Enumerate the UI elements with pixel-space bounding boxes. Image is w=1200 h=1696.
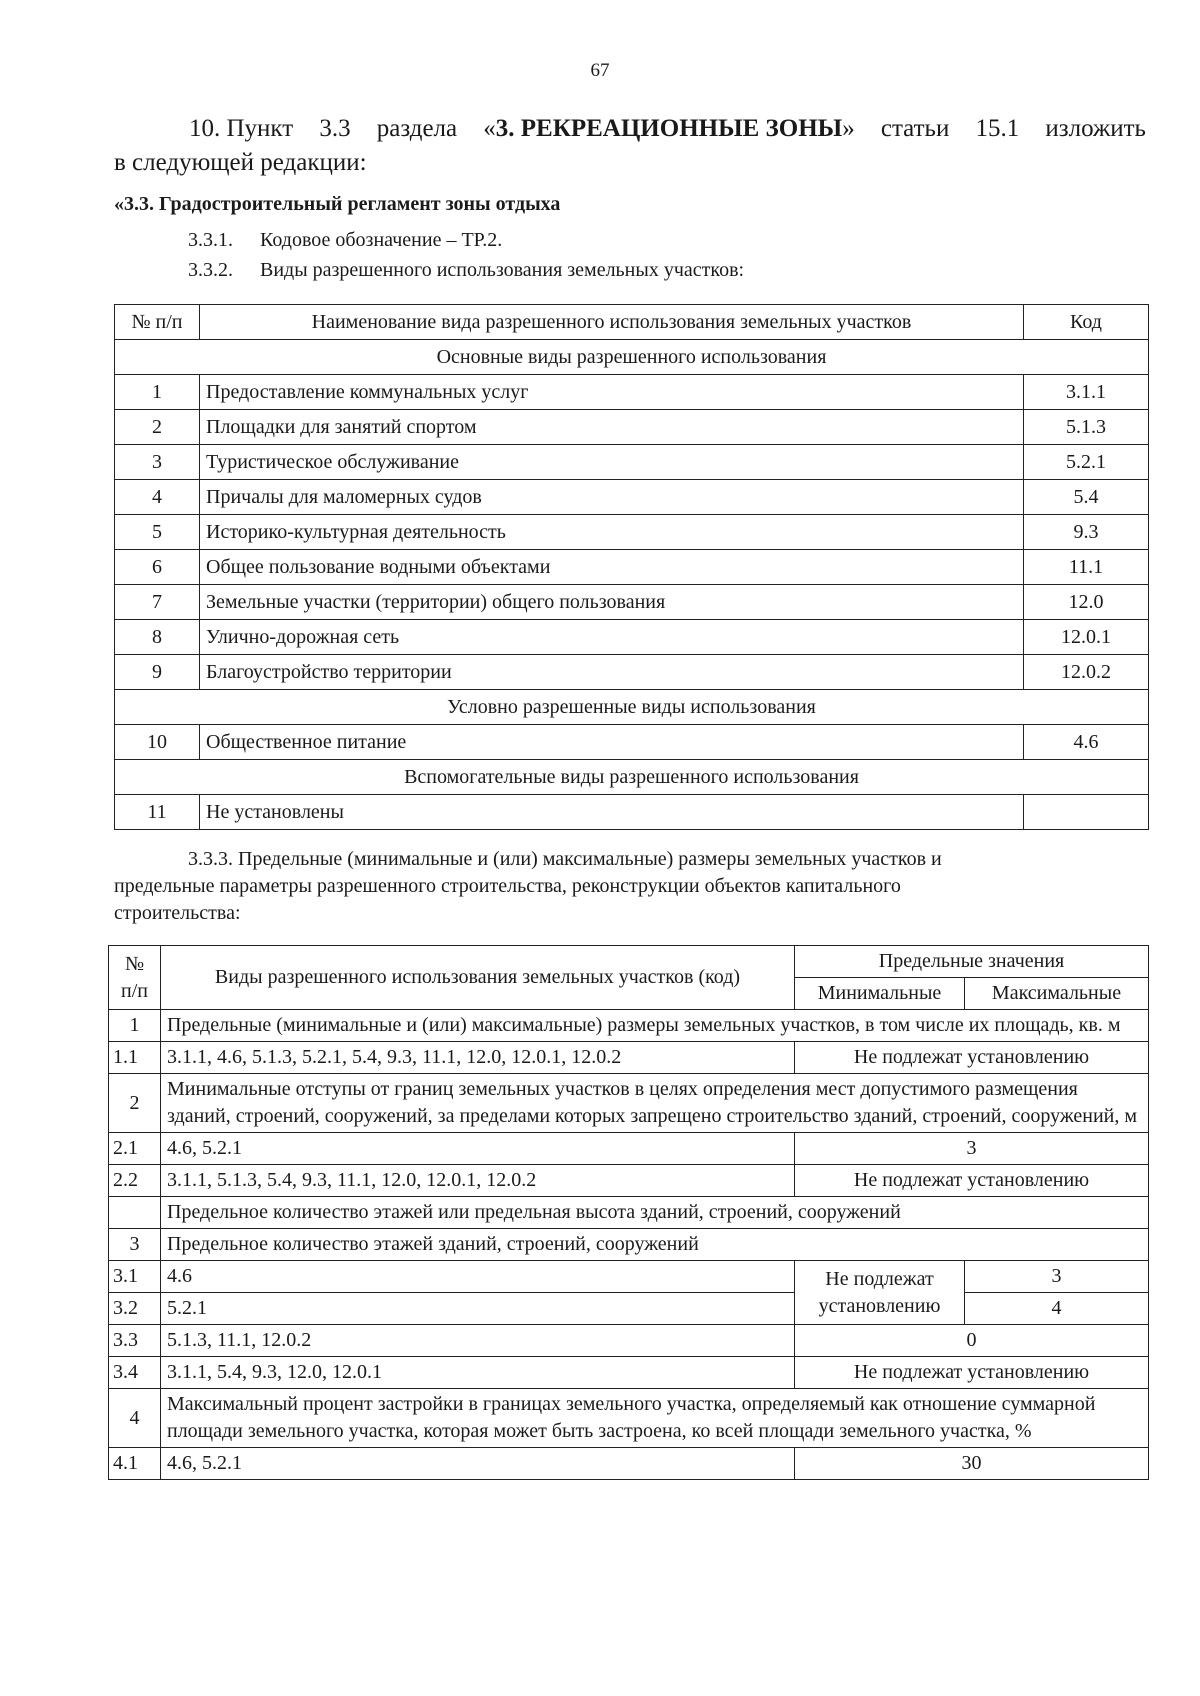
table-row xyxy=(115,620,1149,655)
row-value: Не подлежат установлению xyxy=(795,1357,1149,1389)
table-row xyxy=(109,1042,1149,1074)
table-row xyxy=(109,1165,1149,1197)
table-row xyxy=(115,725,1149,760)
table-row xyxy=(115,795,1149,830)
row-codes: 5.1.3, 11.1, 12.0.2 xyxy=(161,1325,795,1357)
row-num: 5 xyxy=(115,515,200,550)
table-row xyxy=(115,445,1149,480)
row-num: 2 xyxy=(109,1074,161,1133)
table-row xyxy=(109,1261,1149,1293)
section-reference: «3. РЕКРЕАЦИОННЫЕ ЗОНЫ» xyxy=(483,115,855,142)
row-value: Не подлежат установлению xyxy=(795,1165,1149,1197)
row-num-empty xyxy=(109,1197,161,1229)
row-code: 5.4 xyxy=(1024,480,1149,515)
row-name: Улично-дорожная сеть xyxy=(200,620,1024,655)
row-min-value: Не подлежат установлению xyxy=(795,1261,965,1325)
section-row xyxy=(115,690,1149,725)
row-num: 7 xyxy=(115,585,200,620)
table-header-row xyxy=(109,946,1149,978)
header-name: Наименование вида разрешенного использования земельных участков xyxy=(200,305,1024,340)
word: 3.3 xyxy=(319,115,351,142)
row-name: Туристическое обслуживание xyxy=(200,445,1024,480)
row-max-value: 3 xyxy=(965,1261,1149,1293)
paragraph-line: предельные параметры разрешенного строительства, реконструкции объектов капитального xyxy=(114,875,901,897)
row-code: 11.1 xyxy=(1024,550,1149,585)
table-row xyxy=(109,1010,1149,1042)
table-row xyxy=(109,1293,1149,1325)
row-value: 3 xyxy=(795,1133,1149,1165)
word: 15.1 xyxy=(975,115,1020,142)
row-num: 3.1 xyxy=(109,1261,161,1293)
row-num: 1.1 xyxy=(109,1042,161,1074)
word: статьи xyxy=(880,115,950,142)
header-limits: Предельные значения xyxy=(795,946,1149,978)
subitem-text: Кодовое обозначение – ТР.2. xyxy=(260,229,503,251)
row-num: 3.3 xyxy=(109,1325,161,1357)
section-row xyxy=(115,760,1149,795)
row-text: Максимальный процент застройки в границах земельного участка, определяемый как отношение суммарной площади земельного участка, которая может быть застроена, ко всей площади земельного участка, % xyxy=(161,1389,1149,1448)
header-max: Максимальные xyxy=(965,978,1149,1010)
table-header-row xyxy=(115,305,1149,340)
amendment-paragraph-10 xyxy=(114,112,1146,180)
subitem-number: 3.3.2. xyxy=(188,259,233,281)
row-codes: 4.6 xyxy=(161,1261,795,1293)
table-row xyxy=(109,1389,1149,1448)
row-text: Предельные (минимальные и (или) максимальные) размеры земельных участков, в том числе их площадь, кв. м xyxy=(161,1010,1149,1042)
subitem-3-3-2 xyxy=(188,259,744,282)
paragraph-10-line-1 xyxy=(114,112,1146,146)
row-code: 12.0.2 xyxy=(1024,655,1149,690)
subitem-3-3-3 xyxy=(114,846,1148,927)
row-num: 4.1 xyxy=(109,1448,161,1480)
row-max-value: 4 xyxy=(965,1293,1149,1325)
subitem-text: Виды разрешенного использования земельных участков: xyxy=(260,259,745,281)
row-code xyxy=(1024,795,1149,830)
row-codes: 3.1.1, 5.4, 9.3, 12.0, 12.0.1 xyxy=(161,1357,795,1389)
row-num: 2 xyxy=(115,410,200,445)
header-code: Код xyxy=(1024,305,1149,340)
table-row xyxy=(115,480,1149,515)
row-codes: 3.1.1, 5.1.3, 5.4, 9.3, 11.1, 12.0, 12.0.1, 12.0.2 xyxy=(161,1165,795,1197)
row-name: Благоустройство территории xyxy=(200,655,1024,690)
table-row xyxy=(109,1325,1149,1357)
row-code: 12.0.1 xyxy=(1024,620,1149,655)
row-code: 9.3 xyxy=(1024,515,1149,550)
row-codes: 4.6, 5.2.1 xyxy=(161,1133,795,1165)
row-num: 2.1 xyxy=(109,1133,161,1165)
paragraph-line: строительства: xyxy=(114,902,241,924)
row-text: Предельное количество этажей или предельная высота зданий, строений, сооружений xyxy=(161,1197,1149,1229)
word: 10. Пункт xyxy=(189,115,294,142)
table-row xyxy=(109,1197,1149,1229)
row-name: Не установлены xyxy=(200,795,1024,830)
row-num: 3 xyxy=(115,445,200,480)
row-name: Общее пользование водными объектами xyxy=(200,550,1024,585)
row-num: 3.2 xyxy=(109,1293,161,1325)
header-num: № п/п xyxy=(115,305,200,340)
table-row xyxy=(109,1357,1149,1389)
section-name-bold: 3. РЕКРЕАЦИОННЫЕ ЗОНЫ xyxy=(495,115,843,142)
row-codes: 3.1.1, 4.6, 5.1.3, 5.2.1, 5.4, 9.3, 11.1, 12.0, 12.0.1, 12.0.2 xyxy=(161,1042,795,1074)
row-codes: 5.2.1 xyxy=(161,1293,795,1325)
permitted-use-table xyxy=(114,304,1149,830)
subitem-number: 3.3.1. xyxy=(188,229,233,251)
header-kinds: Виды разрешенного использования земельных участков (код) xyxy=(161,946,795,1010)
row-name: Общественное питание xyxy=(200,725,1024,760)
row-codes: 4.6, 5.2.1 xyxy=(161,1448,795,1480)
row-name: Земельные участки (территории) общего пользования xyxy=(200,585,1024,620)
header-num: № п/п xyxy=(109,946,161,1010)
row-name: Площадки для занятий спортом xyxy=(200,410,1024,445)
row-num: 4 xyxy=(115,480,200,515)
limit-parameters-table xyxy=(108,945,1149,1480)
section-main-label: Основные виды разрешенного использования xyxy=(115,340,1149,375)
table-row xyxy=(109,1448,1149,1480)
table-row xyxy=(115,655,1149,690)
row-num: 9 xyxy=(115,655,200,690)
row-text: Минимальные отступы от границ земельных участков в целях определения мест допустимого размещения зданий, строений, сооружений, за пределами которых запрещено строительство зданий, строений, сооружений, м xyxy=(161,1074,1149,1133)
table-row xyxy=(109,1229,1149,1261)
word: раздела xyxy=(376,115,458,142)
row-num: 6 xyxy=(115,550,200,585)
row-code: 5.2.1 xyxy=(1024,445,1149,480)
section-auxiliary-label: Вспомогательные виды разрешенного использования xyxy=(115,760,1149,795)
table-row xyxy=(115,585,1149,620)
row-num: 8 xyxy=(115,620,200,655)
row-num: 11 xyxy=(115,795,200,830)
row-code: 12.0 xyxy=(1024,585,1149,620)
row-num: 2.2 xyxy=(109,1165,161,1197)
row-value: Не подлежат установлению xyxy=(795,1042,1149,1074)
table-row xyxy=(115,515,1149,550)
row-text: Предельное количество этажей зданий, строений, сооружений xyxy=(161,1229,1149,1261)
row-num: 1 xyxy=(115,375,200,410)
word: изложить xyxy=(1045,115,1146,142)
table-row xyxy=(109,1133,1149,1165)
table-row xyxy=(115,375,1149,410)
row-value: 0 xyxy=(795,1325,1149,1357)
row-num: 3 xyxy=(109,1229,161,1261)
section-conditional-label: Условно разрешенные виды использования xyxy=(115,690,1149,725)
row-num: 3.4 xyxy=(109,1357,161,1389)
row-code: 5.1.3 xyxy=(1024,410,1149,445)
page-number: 67 xyxy=(590,60,610,81)
row-num: 1 xyxy=(109,1010,161,1042)
row-value: 30 xyxy=(795,1448,1149,1480)
paragraph-10-line-2: в следующей редакции: xyxy=(114,149,367,176)
section-heading: «3.3. Градостроительный регламент зоны отдыха xyxy=(114,193,561,215)
row-name: Причалы для маломерных судов xyxy=(200,480,1024,515)
row-code: 3.1.1 xyxy=(1024,375,1149,410)
table-row xyxy=(115,410,1149,445)
table-row xyxy=(109,1074,1149,1133)
table-row xyxy=(115,550,1149,585)
row-code: 4.6 xyxy=(1024,725,1149,760)
paragraph-line: 3.3.3. Предельные (минимальные и (или) максимальные) размеры земельных участков и xyxy=(188,848,942,870)
row-name: Историко-культурная деятельность xyxy=(200,515,1024,550)
row-num: 4 xyxy=(109,1389,161,1448)
row-name: Предоставление коммунальных услуг xyxy=(200,375,1024,410)
row-num: 10 xyxy=(115,725,200,760)
header-min: Минимальные xyxy=(795,978,965,1010)
section-row xyxy=(115,340,1149,375)
subitem-3-3-1 xyxy=(188,229,502,252)
